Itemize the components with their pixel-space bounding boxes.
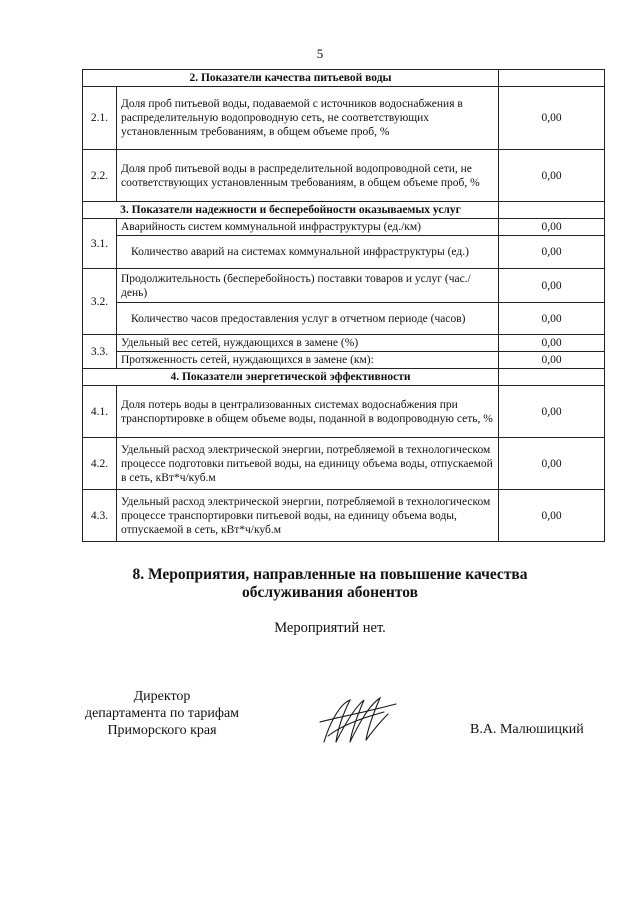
- table-row: [83, 219, 605, 236]
- section-2-title: 2. Показатели качества питьевой воды: [83, 70, 499, 87]
- row-text: Протяженность сетей, нуждающихся в замене (км):: [117, 352, 499, 369]
- row-text: Удельный вес сетей, нуждающихся в замене (%): [117, 335, 499, 352]
- section-8-heading: [80, 566, 580, 602]
- section-2-header-row: [83, 70, 605, 87]
- table-row: [83, 352, 605, 369]
- row-value: 0,00: [499, 335, 605, 352]
- indicators-table: [82, 69, 605, 542]
- section-8-title-line1: 8. Мероприятия, направленные на повышение качества: [132, 566, 528, 583]
- row-value: 0,00: [499, 438, 605, 490]
- table-row: [83, 236, 605, 269]
- row-text: Продолжительность (бесперебойность) поставки товаров и услуг (час./день): [117, 269, 499, 303]
- row-text: Количество аварий на системах коммунальной инфраструктуры (ед.): [117, 236, 499, 269]
- row-text: Доля потерь воды в централизованных системах водоснабжения при транспортировке в общем объеме воды, поданной в водопроводную сеть, %: [117, 386, 499, 438]
- signer-title: [74, 688, 250, 739]
- table-row: [83, 303, 605, 335]
- section-3-header-row: [83, 202, 605, 219]
- signer-title-line3: Приморского края: [107, 723, 217, 738]
- row-number: 4.3.: [83, 490, 117, 542]
- row-text: Удельный расход электрической энергии, потребляемой в технологическом процессе подготовки питьевой воды, на единицу объема воды, отпускаемой в сеть, кВт*ч/куб.м: [117, 438, 499, 490]
- section-3-title: 3. Показатели надежности и бесперебойности оказываемых услуг: [83, 202, 499, 219]
- page-number: 5: [316, 46, 324, 61]
- signer-title-line2: департамента по тарифам: [84, 706, 240, 721]
- signer-title-line1: Директор: [133, 689, 191, 704]
- no-measures-text: Мероприятий нет.: [274, 620, 386, 636]
- row-text: Аварийность систем коммунальной инфраструктуры (ед./км): [117, 219, 499, 236]
- row-value: 0,00: [499, 386, 605, 438]
- row-text: Удельный расход электрической энергии, потребляемой в технологическом процессе транспортировки питьевой воды, на единицу объема воды, отпускаемой в сеть, кВт*ч/куб.м: [117, 490, 499, 542]
- section-4-title: 4. Показатели энергетической эффективности: [83, 369, 499, 386]
- row-value: 0,00: [499, 303, 605, 335]
- row-value: 0,00: [499, 219, 605, 236]
- row-value: 0,00: [499, 87, 605, 150]
- row-value: 0,00: [499, 352, 605, 369]
- row-text: Доля проб питьевой воды в распределительной водопроводной сети, не соответствующих установленным требованиям, в общем объеме проб, %: [117, 150, 499, 202]
- row-number: 3.2.: [83, 269, 117, 335]
- table-row: [83, 386, 605, 438]
- table-row: [83, 490, 605, 542]
- row-number: 2.1.: [83, 87, 117, 150]
- row-number: 3.1.: [83, 219, 117, 269]
- row-text: Количество часов предоставления услуг в отчетном периоде (часов): [117, 303, 499, 335]
- row-value: 0,00: [499, 490, 605, 542]
- row-value: 0,00: [499, 150, 605, 202]
- table-row: [83, 438, 605, 490]
- table-row: [83, 87, 605, 150]
- handwritten-signature: [314, 692, 402, 750]
- row-number: 4.2.: [83, 438, 117, 490]
- row-number: 4.1.: [83, 386, 117, 438]
- row-number: 2.2.: [83, 150, 117, 202]
- row-text: Доля проб питьевой воды, подаваемой с источников водоснабжения в распределительную водопроводную сеть, не соответствующих установленным требованиям, в общем объеме проб, %: [117, 87, 499, 150]
- table-row: [83, 150, 605, 202]
- row-number: 3.3.: [83, 335, 117, 369]
- section-4-header-row: [83, 369, 605, 386]
- row-value: 0,00: [499, 269, 605, 303]
- signer-name: В.А. Малюшицкий: [470, 722, 584, 737]
- section-8-title-line2: обслуживания абонентов: [242, 584, 418, 601]
- table-row: [83, 335, 605, 352]
- row-value: 0,00: [499, 236, 605, 269]
- table-row: [83, 269, 605, 303]
